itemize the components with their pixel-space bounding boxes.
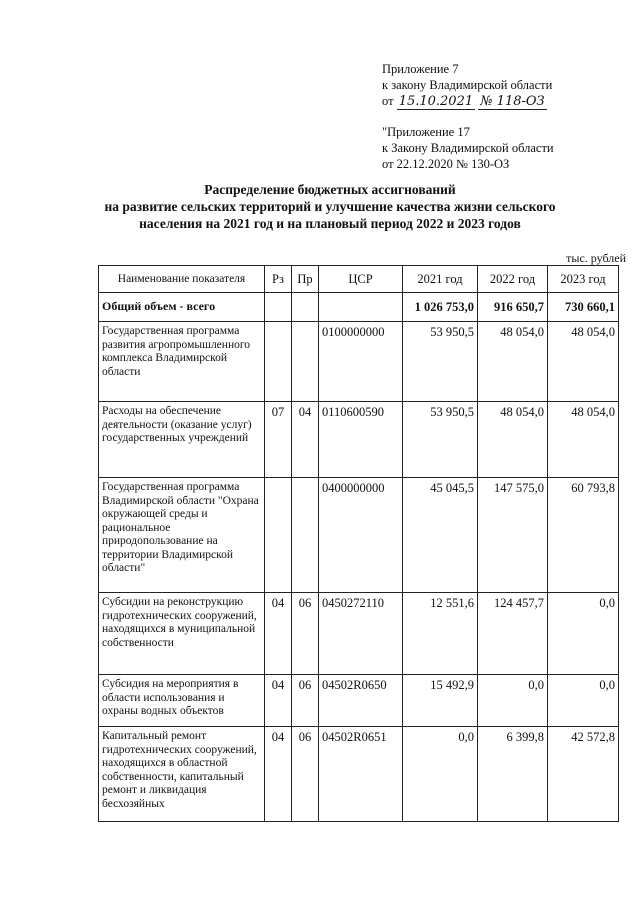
amended-appendix-header: [382, 124, 554, 172]
row-2022: 0,0: [478, 675, 548, 727]
handwritten-number: № 118-ОЗ: [480, 94, 545, 109]
header-name: Наименование показателя: [99, 266, 265, 293]
row-name: Субсидии на реконструкцию гидротехнических сооружений, находящихся в муниципальной собственности: [99, 593, 265, 675]
row-2021: 53 950,5: [403, 402, 478, 478]
row-2023: 42 572,8: [548, 727, 619, 822]
table-row: [99, 402, 619, 478]
total-2021: 1 026 753,0: [403, 293, 478, 322]
row-rz: 04: [265, 675, 292, 727]
row-rz: [265, 322, 292, 402]
row-2022: 48 054,0: [478, 402, 548, 478]
header-2022: 2022 год: [478, 266, 548, 293]
row-2022: 6 399,8: [478, 727, 548, 822]
document-title: [40, 181, 620, 232]
row-pr: 04: [292, 402, 319, 478]
amended-appendix-law: к Закону Владимирской области: [382, 141, 554, 155]
row-csr: 0100000000: [319, 322, 403, 402]
row-csr: 04502R0651: [319, 727, 403, 822]
table-header-row: [99, 266, 619, 293]
row-csr: 0400000000: [319, 478, 403, 593]
total-pr: [292, 293, 319, 322]
title-line-2: на развитие сельских территорий и улучшение качества жизни сельского: [104, 199, 556, 214]
handwritten-date: 15.10.2021: [398, 94, 474, 109]
row-csr: 0110600590: [319, 402, 403, 478]
table-row-total: [99, 293, 619, 322]
header-rz: Рз: [265, 266, 292, 293]
row-name: Капитальный ремонт гидротехнических сооружений, находящихся в областной собственности, капитальный ремонт и ликвидация бесхозяйных: [99, 727, 265, 822]
amended-appendix-number: "Приложение 17: [382, 125, 470, 139]
row-name: Государственная программа развития агропромышленного комплекса Владимирской области: [99, 322, 265, 402]
row-2021: 15 492,9: [403, 675, 478, 727]
title-line-3: населения на 2021 год и на плановый период 2022 и 2023 годов: [139, 216, 521, 231]
appendix-law: к закону Владимирской области: [382, 78, 553, 92]
row-name: Субсидия на мероприятия в области использования и охраны водных объектов: [99, 675, 265, 727]
row-2023: 60 793,8: [548, 478, 619, 593]
table-row: [99, 322, 619, 402]
row-csr: 04502R0650: [319, 675, 403, 727]
row-name: Расходы на обеспечение деятельности (оказание услуг) государственных учреждений: [99, 402, 265, 478]
appendix-date-line: [382, 93, 552, 110]
row-csr: 0450272110: [319, 593, 403, 675]
header-csr: ЦСР: [319, 266, 403, 293]
table-row: [99, 675, 619, 727]
row-2023: 0,0: [548, 675, 619, 727]
units-label: тыс. рублей: [566, 251, 626, 265]
total-2022: 916 650,7: [478, 293, 548, 322]
appendix-header: [382, 61, 552, 110]
row-pr: 06: [292, 727, 319, 822]
table-row: [99, 727, 619, 822]
header-2023: 2023 год: [548, 266, 619, 293]
table-row: [99, 593, 619, 675]
row-2021: 53 950,5: [403, 322, 478, 402]
row-pr: [292, 478, 319, 593]
row-pr: 06: [292, 675, 319, 727]
total-rz: [265, 293, 292, 322]
total-2023: 730 660,1: [548, 293, 619, 322]
amended-appendix-date: от 22.12.2020 № 130-ОЗ: [382, 157, 510, 171]
date-prefix: от: [382, 94, 394, 108]
row-name: Государственная программа Владимирской области "Охрана окружающей среды и рациональное природопользование на территории Владимирской области": [99, 478, 265, 593]
row-2022: 147 575,0: [478, 478, 548, 593]
total-name: Общий объем - всего: [99, 293, 265, 322]
row-2022: 48 054,0: [478, 322, 548, 402]
row-rz: 07: [265, 402, 292, 478]
row-2023: 48 054,0: [548, 322, 619, 402]
table-row: [99, 478, 619, 593]
row-2021: 0,0: [403, 727, 478, 822]
row-2021: 12 551,6: [403, 593, 478, 675]
budget-table: [98, 265, 619, 822]
appendix-number: Приложение 7: [382, 62, 459, 76]
header-2021: 2021 год: [403, 266, 478, 293]
row-pr: 06: [292, 593, 319, 675]
row-2023: 0,0: [548, 593, 619, 675]
title-line-1: Распределение бюджетных ассигнований: [204, 182, 456, 197]
row-2021: 45 045,5: [403, 478, 478, 593]
row-rz: 04: [265, 593, 292, 675]
total-csr: [319, 293, 403, 322]
row-2022: 124 457,7: [478, 593, 548, 675]
row-rz: 04: [265, 727, 292, 822]
row-2023: 48 054,0: [548, 402, 619, 478]
row-rz: [265, 478, 292, 593]
header-pr: Пр: [292, 266, 319, 293]
row-pr: [292, 322, 319, 402]
